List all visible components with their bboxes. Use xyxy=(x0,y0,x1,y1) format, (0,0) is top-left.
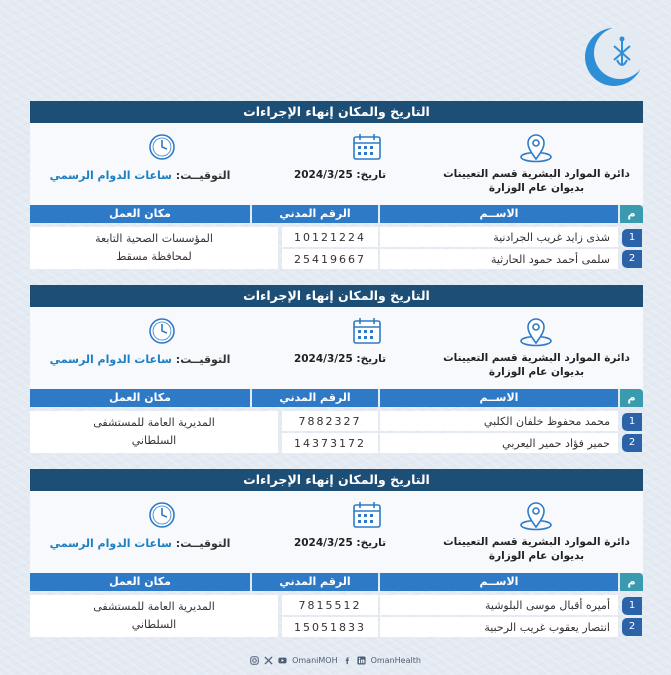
workplace-line: لمحافظة مسقط xyxy=(116,250,192,263)
notice-sections xyxy=(30,101,643,637)
workplace-line: السلطاني xyxy=(131,618,177,631)
row-number: 2 xyxy=(622,434,642,452)
date-text xyxy=(250,353,430,365)
time-value: ساعات الدوام الرسمي xyxy=(49,169,172,182)
name-cell: محمد محفوظ خلفان الكلبي xyxy=(380,411,618,431)
linkedin-icon[interactable] xyxy=(357,656,366,665)
time-label: التوقيــت: xyxy=(175,169,231,182)
civil-id-cell: 25419667 xyxy=(282,249,378,269)
time-block xyxy=(30,307,250,389)
row-number: 1 xyxy=(622,413,642,431)
time-text xyxy=(30,537,250,550)
location-text: دائرة الموارد البشرية قسم التعيينات بديوان عام الوزارة xyxy=(443,352,630,378)
date-value: 2024/3/25 xyxy=(293,353,353,365)
section-2 xyxy=(30,285,643,453)
info-panel xyxy=(30,307,643,389)
header-workplace: مكان العمل xyxy=(30,389,250,407)
date-label: تاريخ: xyxy=(356,353,387,365)
candidates-table xyxy=(30,389,643,453)
facebook-icon[interactable] xyxy=(343,656,352,665)
header-num: م xyxy=(620,573,643,591)
calendar-icon xyxy=(352,501,382,533)
location-text: دائرة الموارد البشرية قسم التعيينات بديوان عام الوزارة xyxy=(443,168,630,194)
location-block xyxy=(430,491,643,573)
workplace-line: المؤسسات الصحية التابعة xyxy=(95,232,213,245)
clock-icon xyxy=(148,133,176,165)
name-cell: حمير فؤاد حمير اليعربي xyxy=(380,433,618,453)
civil-id-cell: 7882327 xyxy=(282,411,378,431)
row-number: 1 xyxy=(622,597,642,615)
section-title: التاريخ والمكان إنهاء الإجراءات xyxy=(30,285,643,307)
location-block xyxy=(430,123,643,205)
candidates-table xyxy=(30,205,643,269)
info-panel xyxy=(30,123,643,205)
youtube-icon[interactable] xyxy=(278,656,287,665)
header-workplace: مكان العمل xyxy=(30,573,250,591)
handle-omanimoh[interactable]: OmaniMOH xyxy=(292,655,338,665)
candidates-table xyxy=(30,573,643,637)
header-civil-id: الرقم المدني xyxy=(252,389,378,407)
name-cell: سلمى أحمد حمود الحارثية xyxy=(380,249,618,269)
header-workplace: مكان العمل xyxy=(30,205,250,223)
time-label: التوقيــت: xyxy=(175,353,231,366)
clock-icon xyxy=(148,501,176,533)
time-text xyxy=(30,353,250,366)
header-civil-id: الرقم المدني xyxy=(252,205,378,223)
date-text xyxy=(250,537,430,549)
location-text: دائرة الموارد البشرية قسم التعيينات بديوان عام الوزارة xyxy=(443,536,630,562)
oman-emblem-crescent-icon xyxy=(582,26,646,88)
time-text xyxy=(30,169,250,182)
civil-id-cell: 14373172 xyxy=(282,433,378,453)
header-name: الاســم xyxy=(380,573,618,591)
calendar-icon xyxy=(352,133,382,165)
header-num: م xyxy=(620,389,643,407)
row-number: 2 xyxy=(622,618,642,636)
workplace-cell xyxy=(30,411,278,453)
header-civil-id: الرقم المدني xyxy=(252,573,378,591)
x-icon[interactable] xyxy=(264,656,273,665)
date-label: تاريخ: xyxy=(356,537,387,549)
name-cell: شذى زايد غريب الجرادنية xyxy=(380,227,618,247)
header-name: الاســم xyxy=(380,205,618,223)
civil-id-cell: 10121224 xyxy=(282,227,378,247)
location-pin-icon xyxy=(516,317,556,351)
handle-omanhealth[interactable]: OmanHealth xyxy=(370,655,421,665)
date-block xyxy=(250,123,430,205)
workplace-line: المديرية العامة للمستشفى xyxy=(93,416,215,429)
section-title: التاريخ والمكان إنهاء الإجراءات xyxy=(30,469,643,491)
date-block xyxy=(250,307,430,389)
date-value: 2024/3/25 xyxy=(293,169,353,181)
time-value: ساعات الدوام الرسمي xyxy=(49,353,172,366)
date-label: تاريخ: xyxy=(356,169,387,181)
time-label: التوقيــت: xyxy=(175,537,231,550)
date-value: 2024/3/25 xyxy=(293,537,353,549)
name-cell: أميره أقبال موسى البلوشية xyxy=(380,595,618,615)
name-cell: انتصار يعقوب غريب الرحبية xyxy=(380,617,618,637)
section-title: التاريخ والمكان إنهاء الإجراءات xyxy=(30,101,643,123)
section-3 xyxy=(30,469,643,637)
workplace-cell xyxy=(30,227,278,269)
date-text xyxy=(250,169,430,181)
section-1 xyxy=(30,101,643,269)
instagram-icon[interactable] xyxy=(250,656,259,665)
time-block xyxy=(30,491,250,573)
civil-id-cell: 7815512 xyxy=(282,595,378,615)
workplace-line: السلطاني xyxy=(131,434,177,447)
time-block xyxy=(30,123,250,205)
clock-icon xyxy=(148,317,176,349)
header-name: الاســم xyxy=(380,389,618,407)
header-num: م xyxy=(620,205,643,223)
row-number: 2 xyxy=(622,250,642,268)
footer-social xyxy=(0,652,671,668)
civil-id-cell: 15051833 xyxy=(282,617,378,637)
info-panel xyxy=(30,491,643,573)
location-pin-icon xyxy=(516,133,556,167)
time-value: ساعات الدوام الرسمي xyxy=(49,537,172,550)
location-block xyxy=(430,307,643,389)
workplace-line: المديرية العامة للمستشفى xyxy=(93,600,215,613)
workplace-cell xyxy=(30,595,278,637)
calendar-icon xyxy=(352,317,382,349)
location-pin-icon xyxy=(516,501,556,535)
row-number: 1 xyxy=(622,229,642,247)
date-block xyxy=(250,491,430,573)
